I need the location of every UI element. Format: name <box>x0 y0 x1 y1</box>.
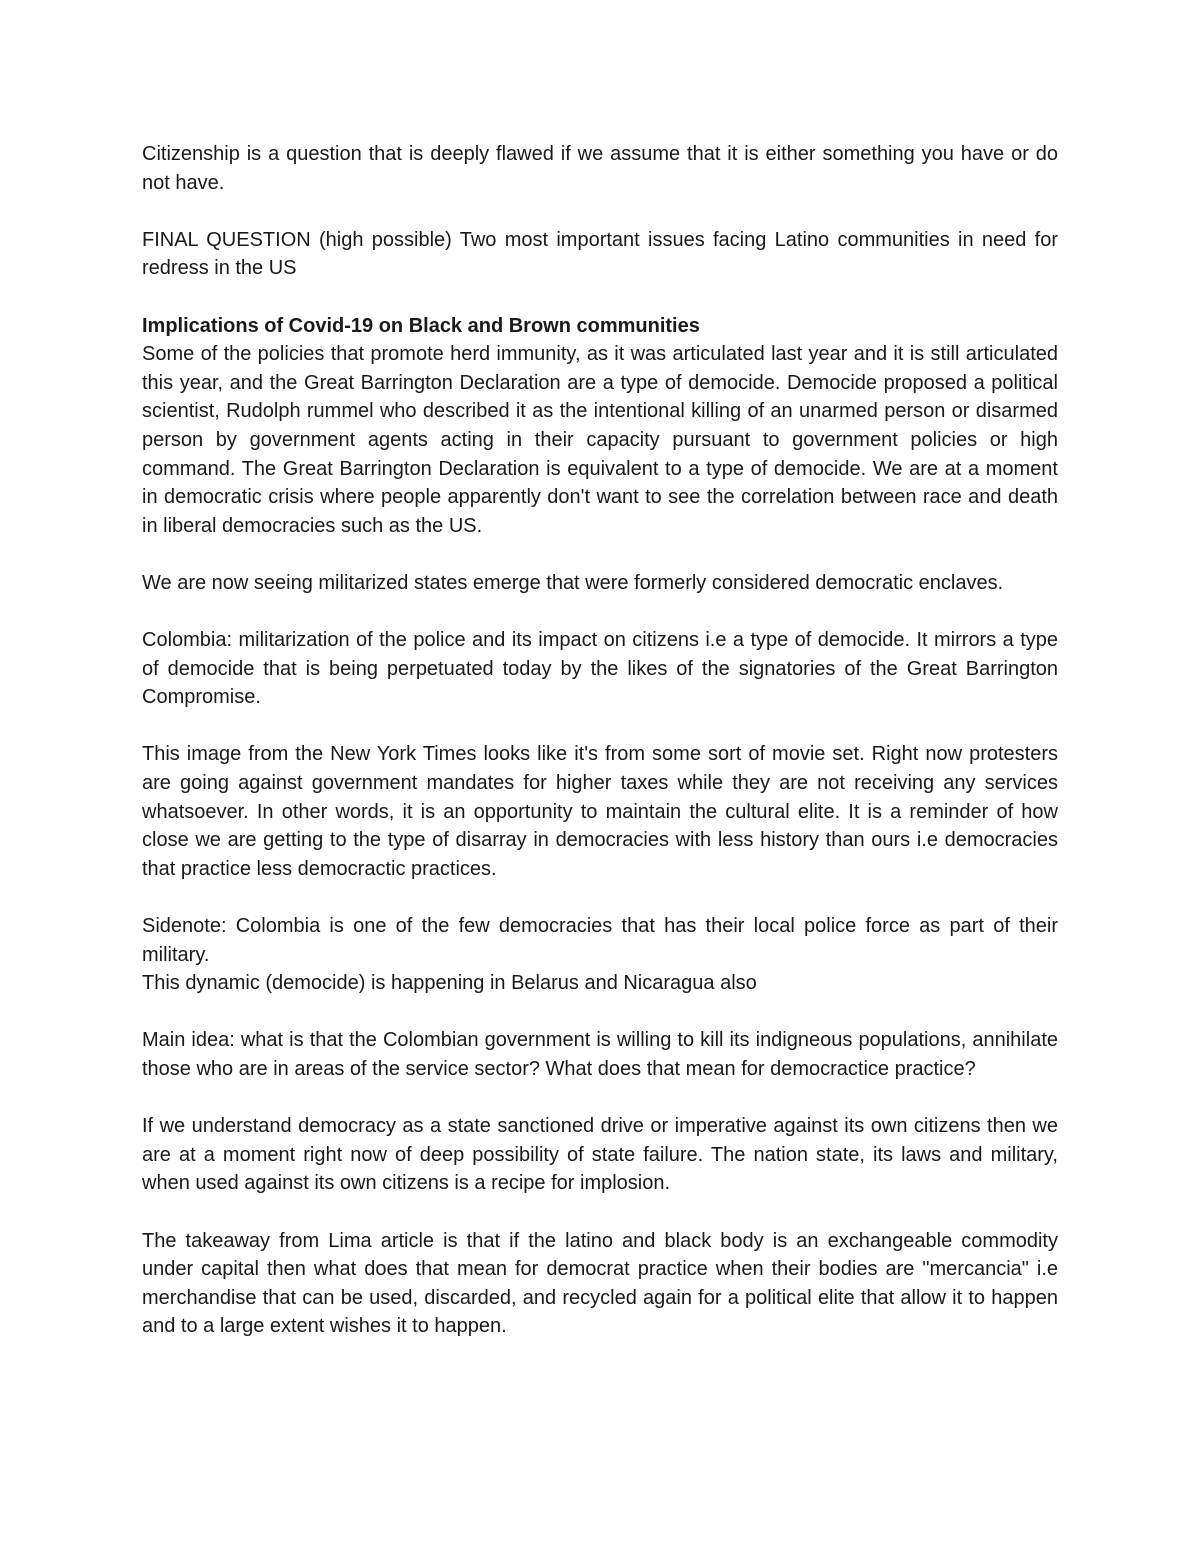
section-heading: Implications of Covid-19 on Black and Brown communities <box>142 314 700 337</box>
paragraph-belarus: This dynamic (democide) is happening in Belarus and Nicaragua also <box>142 972 757 995</box>
paragraph-takeaway: The takeaway from Lima article is that if the latino and black body is an exchangeable commodity under capital then what does that mean for democrat practice when their bodies are "mercancia" i.e merchandise that can be used, discarded, and recycled again for a political elite that allow it to happen and to a large extent wishes it to happen. <box>142 1229 1058 1338</box>
paragraph-sidenote: Sidenote: Colombia is one of the few democracies that has their local police force as part of their military. <box>142 915 1058 966</box>
paragraph-nyt-image: This image from the New York Times looks like it's from some sort of movie set. Right now protesters are going against government mandates for higher taxes while they are not receiving any services whatsoever. In other words, it is an opportunity to maintain the cultural elite. It is a reminder of how close we are getting to the type of disarray in democracies with less history than ours i.e democracies that practice less democractic practices. <box>142 743 1058 880</box>
paragraph-herd-immunity: Some of the policies that promote herd immunity, as it was articulated last year and it is still articulated this year, and the Great Barrington Declaration are a type of democide. Democide proposed a political scientist, Rudolph rummel who described it as the intentional killing of an unarmed person or disarmed person by government agents acting in their capacity pursuant to government policies or high command. The Great Barrington Declaration is equivalent to a type of democide. We are at a moment in democratic crisis where people apparently don't want to see the correlation between race and death in liberal democracies such as the US. <box>142 343 1058 537</box>
paragraph-democracy: If we understand democracy as a state sanctioned drive or imperative against its own citizens then we are at a moment right now of deep possibility of state failure. The nation state, its laws and military, when used against its own citizens is a recipe for implosion. <box>142 1115 1058 1195</box>
paragraph-militarized-states: We are now seeing militarized states emerge that were formerly considered democratic enclaves. <box>142 571 1004 594</box>
paragraph-final-question: FINAL QUESTION (high possible) Two most important issues facing Latino communities in need for redress in the US <box>142 228 1058 280</box>
document-body <box>142 140 1058 1370</box>
paragraph-citizenship: Citizenship is a question that is deeply flawed if we assume that it is either something you have or do not have. <box>142 143 1058 194</box>
paragraph-main-idea: Main idea: what is that the Colombian government is willing to kill its indigneous populations, annihilate those who are in areas of the service sector? What does that mean for democractice practice? <box>142 1029 1058 1080</box>
paragraph-colombia: Colombia: militarization of the police and its impact on citizens i.e a type of democide. It mirrors a type of democide that is being perpetuated today by the likes of the signatories of the Great Barrington Compromise. <box>142 629 1058 709</box>
